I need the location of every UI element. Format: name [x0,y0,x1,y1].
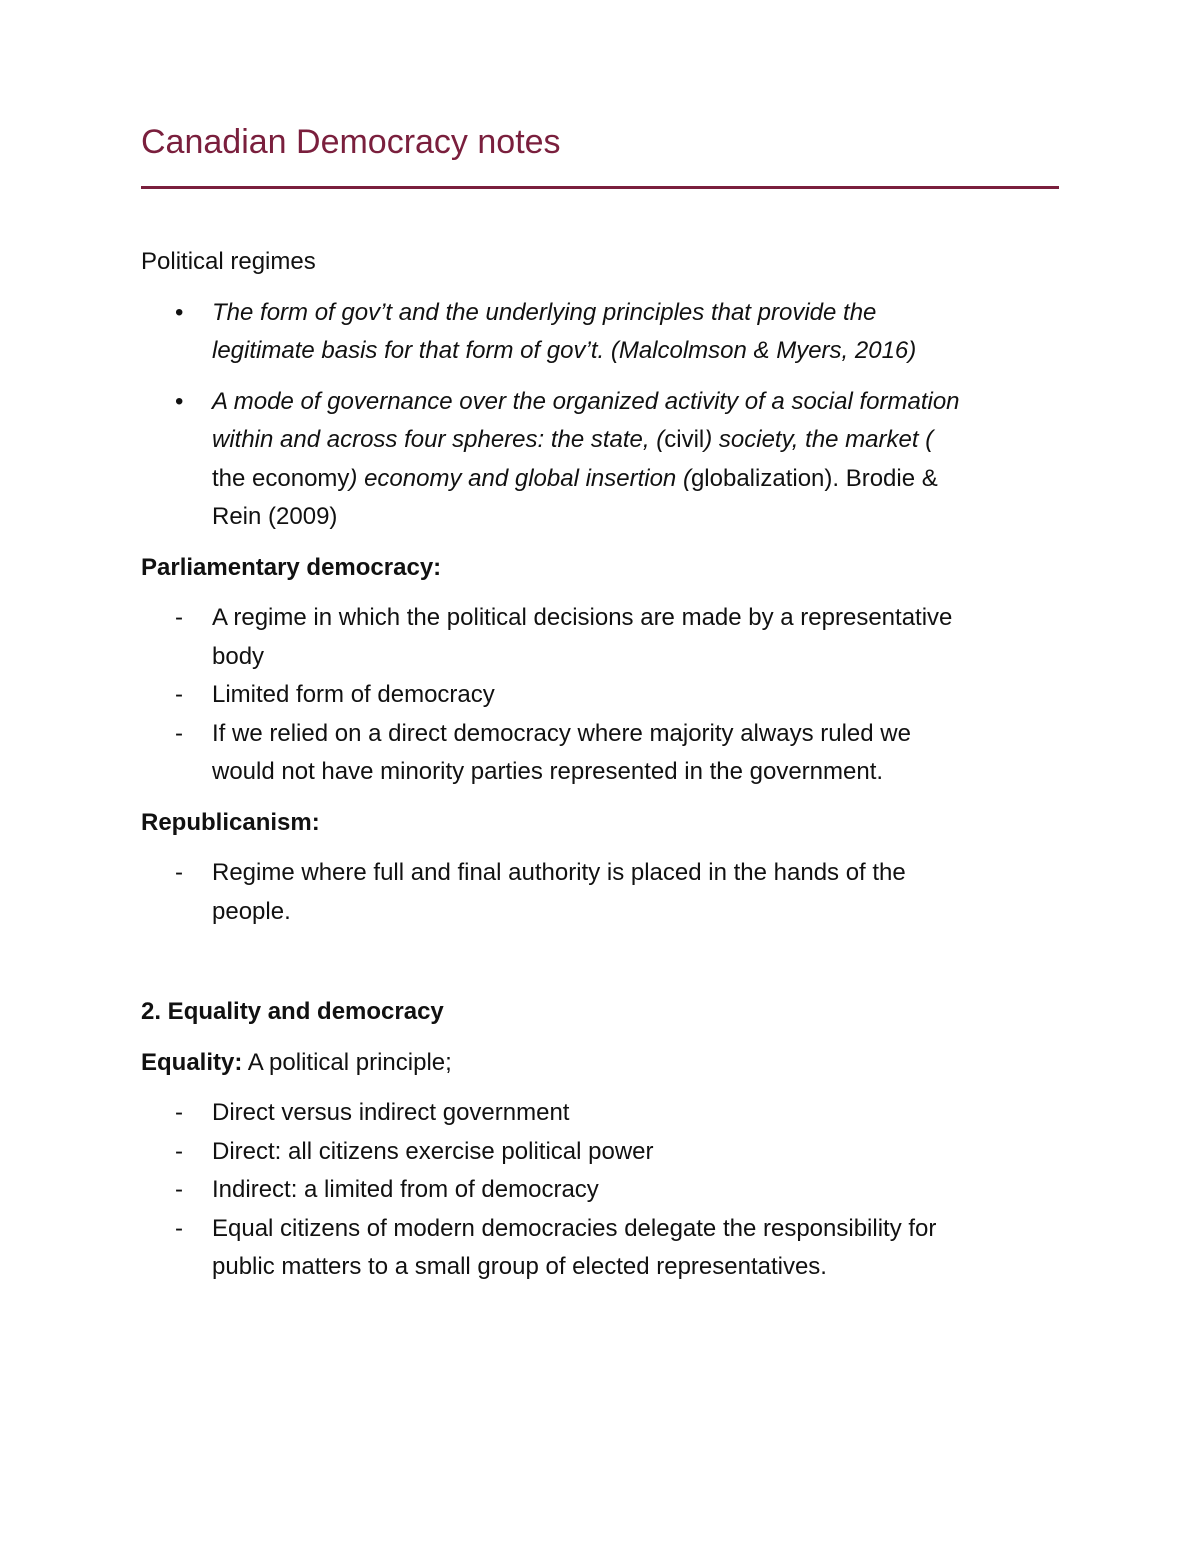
equality-list [141,1094,1061,1287]
equality-term: Equality: [141,1048,243,1076]
bullet-marker: • [175,387,184,415]
dash-marker: - [175,1214,183,1242]
list-item-text: within and across four spheres: the state, (civil) society, the market ( [212,426,934,453]
document-body [141,243,1061,1287]
list-item-text: would not have minority parties represented in the government. [212,758,884,785]
list-item-text: If we relied on a direct democracy where majority always ruled we [212,719,911,747]
list-item [141,676,1061,715]
list-item-text: A mode of governance over the organized activity of a social formation [212,387,960,415]
dash-marker: - [175,604,183,631]
republicanism-heading: Republicanism: [141,808,320,836]
list-item [141,854,1061,931]
dash-marker: - [175,1099,183,1126]
list-item-text: people. [212,897,291,925]
list-item-text: the economy) economy and global insertion (globalization). Brodie & [212,464,938,492]
list-item-text: Limited form of democracy [212,681,495,708]
list-item-text: legitimate basis for that form of gov’t. (Malcolmson & Myers, 2016) [212,337,917,364]
parliamentary-democracy-list [141,599,1061,792]
list-item-text: Equal citizens of modern democracies delegate the responsibility for [212,1214,937,1242]
dash-marker: - [175,1137,183,1165]
list-item-text: Indirect: a limited from of democracy [212,1176,599,1203]
list-item-text: Direct: all citizens exercise political power [212,1137,654,1165]
list-item [141,599,1061,676]
list-item [141,1094,1061,1133]
title-divider [141,186,1059,189]
equality-definition-text: A political principle; [242,1048,452,1076]
dash-marker: - [175,681,183,708]
dash-marker: - [175,719,183,747]
equality-definition [141,1044,1061,1083]
list-item-text: The form of gov’t and the underlying principles that provide the [212,298,877,326]
document-title: Canadian Democracy notes [141,123,561,161]
political-regimes-heading: Political regimes [141,248,316,275]
political-regimes-list [141,294,1061,537]
list-item-text: Rein (2009) [212,503,338,530]
dash-marker: - [175,859,183,886]
dash-marker: - [175,1176,183,1203]
list-item-text: Regime where full and final authority is placed in the hands of the [212,859,906,886]
list-item-text: A regime in which the political decisions are made by a representative [212,604,953,631]
list-item [141,1210,1061,1287]
list-item [141,294,1061,371]
list-item-text: body [212,642,265,670]
list-item [141,1171,1061,1210]
list-item [141,383,1061,537]
equality-section-heading: 2. Equality and democracy [141,998,444,1025]
list-item [141,715,1061,792]
parliamentary-democracy-heading: Parliamentary democracy: [141,553,442,581]
list-item [141,1133,1061,1172]
republicanism-list [141,854,1061,931]
list-item-text: Direct versus indirect government [212,1099,570,1126]
bullet-marker: • [175,298,184,326]
list-item-text: public matters to a small group of elected representatives. [212,1253,827,1280]
